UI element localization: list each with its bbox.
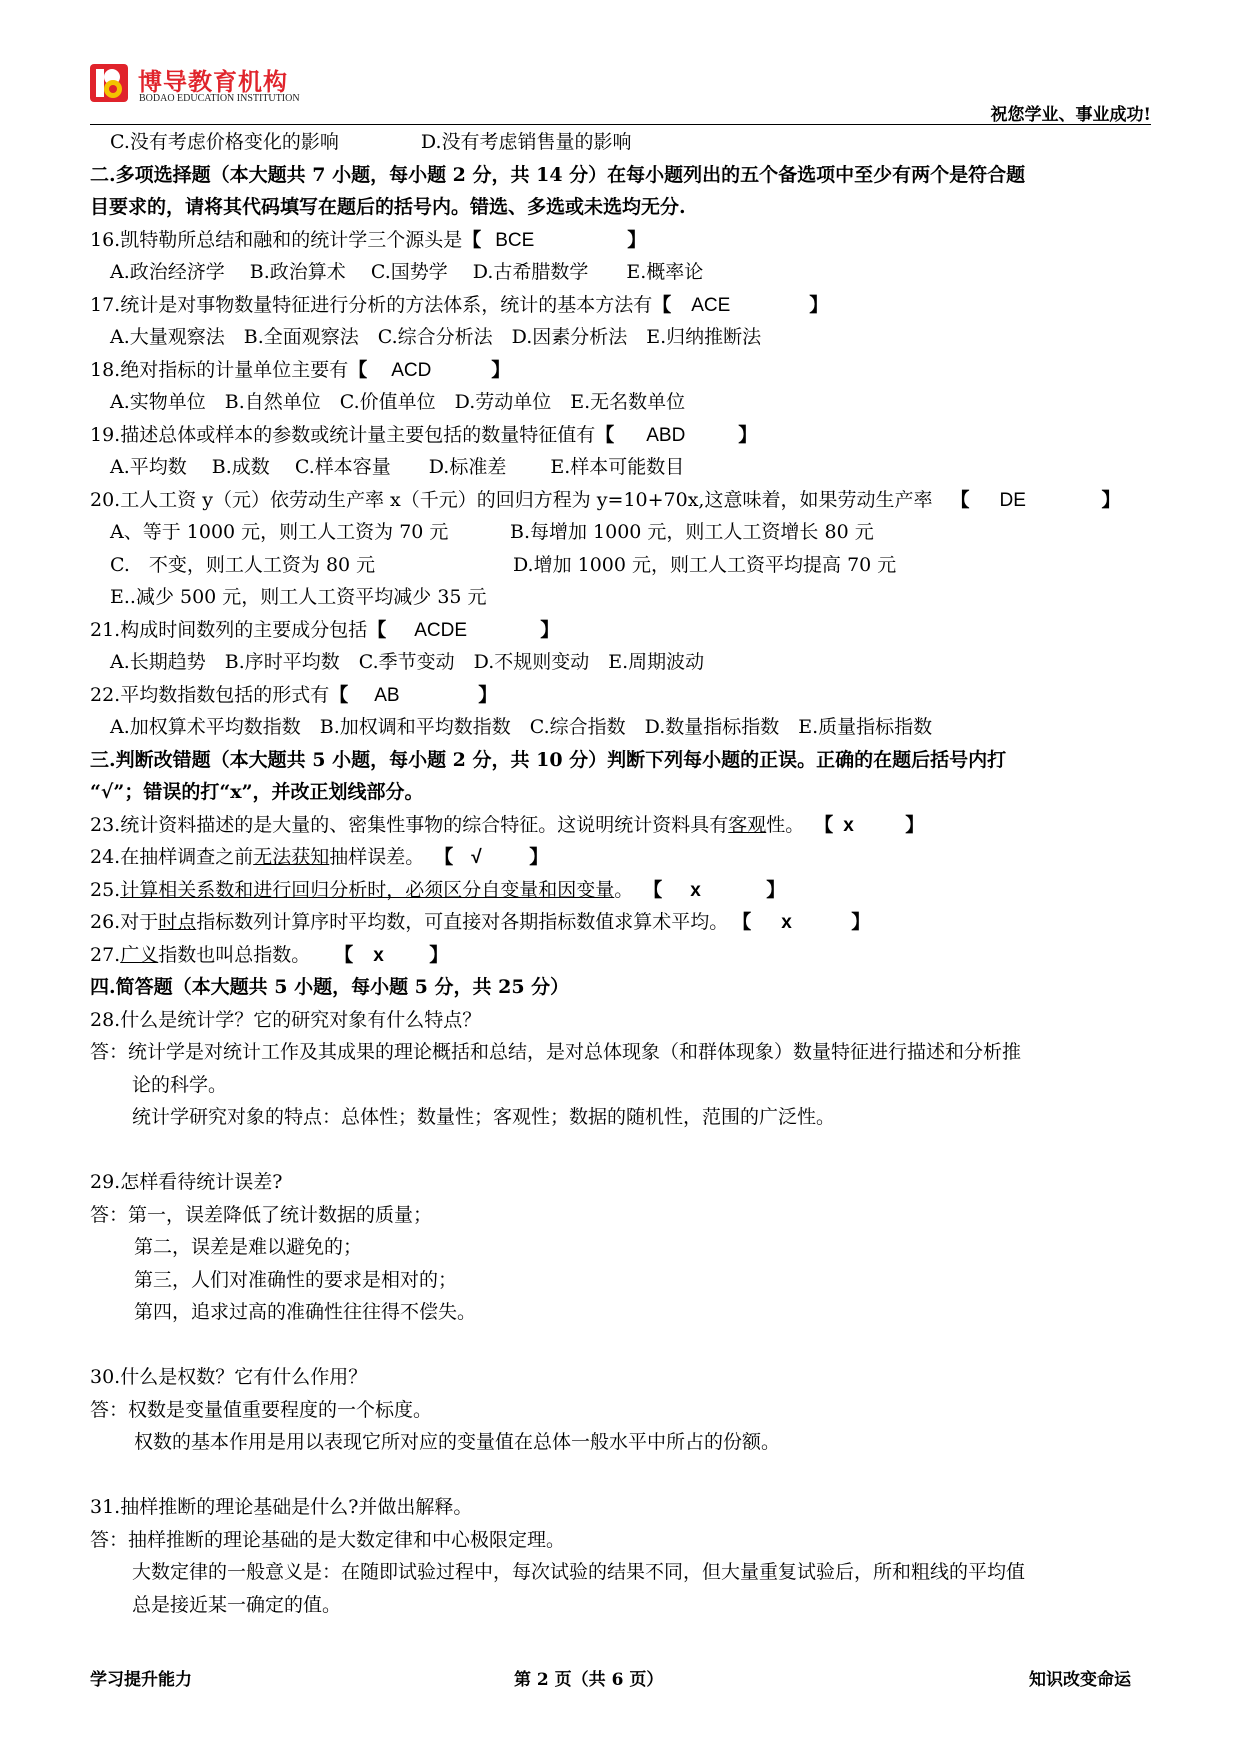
option-line: A.实物单位 B.自然单位 C.价值单位 D.劳动单位 E.无名数单位 — [110, 391, 686, 413]
bracket-open: 【 — [595, 423, 615, 446]
answer-text: x — [781, 912, 792, 933]
brand-logo — [90, 60, 305, 105]
question-line — [90, 679, 1160, 712]
answer-line: 统计学研究对象的特点：总体性；数量性；客观性；数据的随机性，范围的广泛性。 — [132, 1106, 836, 1128]
option-line: A.大量观察法 B.全面观察法 C.综合分析法 D.因素分析法 E.归纳推断法 — [110, 326, 762, 348]
option-line: E..减少 500 元，则工人工资平均减少 35 元 — [110, 586, 487, 608]
question-line — [90, 224, 1160, 257]
answer-text: x — [373, 944, 384, 966]
question-line: 28.什么是统计学？它的研究对象有什么特点？ — [90, 1008, 482, 1031]
option-text: D.增加 1000 元，则工人工资平均提高 70 元 — [513, 553, 897, 576]
footer-left: 学习提升能力 — [90, 1670, 192, 1690]
answer-text: BCE — [495, 229, 535, 251]
question-text: 22.平均数指数包括的形式有 — [90, 683, 330, 706]
question-text: 26.对于 — [90, 911, 159, 933]
footer-right: 知识改变命运 — [1029, 1670, 1131, 1690]
question-line — [90, 809, 1160, 842]
bracket-close: 】 — [905, 813, 925, 836]
answer-text: √ — [471, 847, 482, 868]
bracket-close: 】 — [429, 943, 449, 966]
page-number: 第 2 页（共 6 页） — [514, 1670, 664, 1690]
question-line: 29.怎样看待统计误差? — [90, 1171, 283, 1193]
question-text: 18.绝对指标的计量单位主要有 — [90, 358, 349, 381]
option-line — [90, 126, 1160, 159]
underlined-text: 计算相关系数和进行回归分析时，必须区分自变量和因变量 — [120, 878, 615, 901]
brand-name-en: BODAO EDUCATION INSTITUTION — [139, 93, 300, 104]
section-heading: “√”；错误的打“x”，并改正划线部分。 — [90, 781, 424, 803]
bracket-open: 【 — [652, 293, 672, 316]
question-text: 21.构成时间数列的主要成分包括 — [90, 618, 368, 641]
answer-line: 总是接近某一确定的值。 — [132, 1593, 342, 1616]
question-text: 27. — [90, 943, 121, 966]
bracket-open: 【 — [348, 358, 368, 381]
option-line: A.长期趋势 B.序时平均数 C.季节变动 D.不规则变动 E.周期波动 — [110, 651, 705, 673]
question-text: 抽样误差。 — [329, 846, 425, 868]
bracket-close: 】 — [1101, 488, 1121, 511]
answer-line: 答：抽样推断的理论基础的是大数定律和中心极限定理。 — [90, 1528, 566, 1551]
question-line — [90, 939, 1160, 972]
answer-line: 权数的基本作用是用以表现它所对应的变量值在总体一般水平中所占的份额。 — [134, 1431, 781, 1453]
question-line — [90, 841, 1160, 874]
bracket-open: 【 — [329, 683, 349, 706]
question-text: 16.凯特勒所总结和融和的统计学三个源头是 — [90, 228, 463, 251]
question-line: 30.什么是权数？它有什么作用？ — [90, 1366, 368, 1388]
bracket-close: 】 — [540, 618, 560, 641]
option-line — [90, 516, 1160, 549]
page-content — [90, 126, 1160, 1621]
answer-text: ACE — [691, 294, 731, 316]
question-text: 20.工人工资 y（元）依劳动生产率 x（千元）的回归方程为 y=10+70x,这意味着，如果劳动生产率 — [90, 488, 933, 511]
answer-line: 第二，误差是难以避免的； — [134, 1236, 363, 1258]
question-text: 17.统计是对事物数量特征进行分析的方法体系，统计的基本方法有 — [90, 293, 653, 316]
question-text: 25. — [90, 878, 121, 901]
option-text: C. 不变，则工人工资为 80 元 — [110, 553, 376, 576]
answer-text: DE — [999, 489, 1026, 511]
underlined-text: 时点 — [158, 911, 197, 933]
question-text: 23.统计资料描述的是大量的、密集性事物的综合特征。这说明统计资料具有 — [90, 813, 729, 836]
underlined-text: 无法获知 — [253, 846, 330, 868]
bracket-open: 【 — [950, 488, 970, 511]
question-text: 19.描述总体或样本的参数或统计量主要包括的数量特征值有 — [90, 423, 596, 446]
answer-text: ACDE — [414, 619, 468, 641]
bracket-open: 【 — [334, 943, 354, 966]
question-line — [90, 614, 1160, 647]
question-text: 。 — [614, 878, 634, 901]
answer-text: ACD — [391, 359, 432, 381]
answer-line: 答：统计学是对统计工作及其成果的理论概括和总结，是对总体现象（和群体现象）数量特征进行描述和分析推 — [90, 1041, 1022, 1063]
question-line: 31.抽样推断的理论基础是什么?并做出解释。 — [90, 1496, 473, 1518]
answer-line: 答：权数是变量值重要程度的一个标度。 — [90, 1398, 433, 1421]
question-line — [90, 289, 1160, 322]
option-text: D.没有考虑销售量的影响 — [420, 131, 632, 153]
option-line — [90, 549, 1160, 582]
bracket-close: 】 — [529, 846, 549, 868]
section-heading: 二.多项选择题（本大题共 7 小题，每小题 2 分，共 14 分）在每小题列出的五个备选项中至少有两个是符合题 — [90, 163, 1026, 186]
question-line — [90, 354, 1160, 387]
header-divider — [90, 124, 1151, 125]
bracket-close: 】 — [766, 878, 786, 901]
option-line: A.加权算术平均数指数 B.加权调和平均数指数 C.综合指数 D.数量指标指数 E.质量指标指数 — [110, 716, 933, 738]
underlined-text: 广义 — [120, 943, 159, 966]
underlined-text: 客观 — [728, 813, 767, 836]
bracket-close: 】 — [491, 358, 511, 381]
section-heading: 三.判断改错题（本大题共 5 小题，每小题 2 分，共 10 分）判断下列每小题的正误。正确的在题后括号内打 — [90, 748, 1007, 771]
answer-line: 大数定律的一般意义是：在随即试验过程中，每次试验的结果不同，但大量重复试验后，所和粗线的平均值 — [132, 1561, 1026, 1583]
question-line — [90, 906, 1160, 939]
bracket-open: 【 — [643, 878, 663, 901]
bracket-close: 】 — [809, 293, 829, 316]
answer-text: x — [690, 879, 701, 901]
question-text: 性。 — [766, 813, 805, 836]
answer-line: 第三，人们对准确性的要求是相对的； — [134, 1268, 458, 1291]
header-slogan: 祝您学业、事业成功! — [990, 105, 1151, 125]
bracket-open: 【 — [462, 228, 482, 251]
bodao-logo-icon — [90, 64, 128, 102]
section-heading: 目要求的，请将其代码填写在题后的括号内。错选、多选或未选均无分. — [90, 196, 686, 218]
bracket-close: 】 — [627, 228, 647, 251]
answer-line: 论的科学。 — [132, 1073, 228, 1096]
option-text: B.每增加 1000 元，则工人工资增长 80 元 — [510, 521, 874, 543]
answer-line: 答：第一，误差降低了统计数据的质量； — [90, 1203, 433, 1226]
question-text: 指数也叫总指数。 — [158, 943, 311, 966]
answer-text: x — [843, 814, 854, 836]
question-text: 指标数列计算序时平均数，可直接对各期指标数值求算术平均。 — [196, 911, 729, 933]
answer-text: AB — [374, 684, 400, 706]
bracket-close: 】 — [738, 423, 758, 446]
bracket-close: 】 — [851, 911, 871, 933]
bracket-open: 【 — [367, 618, 387, 641]
brand-name-cn: 博导教育机构 — [138, 67, 288, 96]
option-text: A、等于 1000 元，则工人工资为 70 元 — [110, 521, 449, 543]
bracket-close: 】 — [478, 683, 498, 706]
answer-text: ABD — [646, 424, 686, 446]
question-line — [90, 419, 1160, 452]
bracket-open: 【 — [814, 813, 834, 836]
question-line — [90, 874, 1160, 907]
bracket-open: 【 — [434, 846, 454, 868]
question-text: 24.在抽样调查之前 — [90, 846, 254, 868]
option-text: C.没有考虑价格变化的影响 — [110, 131, 339, 153]
section-heading: 四.简答题（本大题共 5 小题，每小题 5 分，共 25 分） — [90, 976, 570, 998]
bracket-open: 【 — [732, 911, 752, 933]
question-line — [90, 484, 1160, 517]
option-line: A.平均数 B.成数 C.样本容量 D.标准差 E.样本可能数目 — [110, 456, 685, 478]
answer-line: 第四，追求过高的准确性往往得不偿失。 — [134, 1301, 477, 1323]
option-line: A.政治经济学 B.政治算术 C.国势学 D.古希腊数学 E.概率论 — [110, 261, 704, 283]
